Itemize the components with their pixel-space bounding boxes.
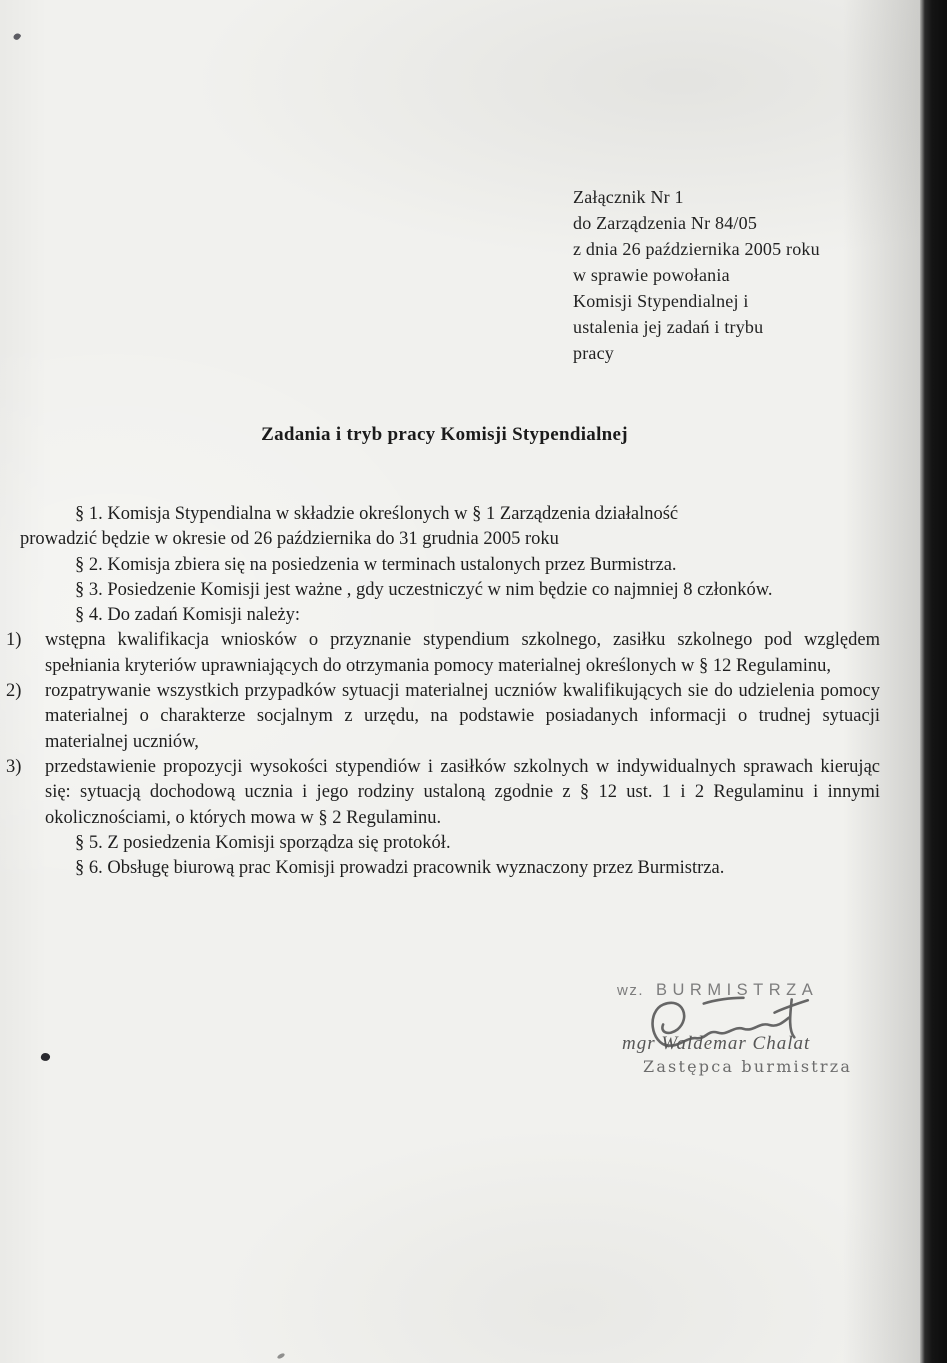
document-title: Zadania i tryb pracy Komisji Stypendialnej <box>261 424 628 445</box>
attachment-reference-line: do Zarządzenia Nr 84/05 <box>573 213 758 233</box>
paragraph-1-line-1: § 1. Komisja Stypendialna w składzie określonych w § 1 Zarządzenia działalność <box>75 504 679 524</box>
list-item-marker: 3) <box>6 756 22 777</box>
list-item-text: rozpatrywanie wszystkich przypadków sytuacji materialnej uczniów kwalifikujących sie do udzielenia pomocy materialnej o charakterze socjalnym z urzędu, na podstawie posiadanych informacji o trudnej sytuacji materialnej uczniów, <box>45 681 880 752</box>
attachment-reference-line: Komisji Stypendialnej i <box>573 291 749 311</box>
paragraph-2: § 2. Komisja zbiera się na posiedzenia w terminach ustalonych przez Burmistrza. <box>75 554 677 575</box>
list-item-marker: 1) <box>6 630 22 651</box>
document-body <box>6 502 880 881</box>
list-item-text: przedstawienie propozycji wysokości stypendiów i zasiłków szkolnych w indywidualnych sprawach kierując się: sytuacją dochodową ucznia i jego rodziny ustaloną zgodnie z § 12 ust. 1 i 2 Regulaminu i innymi okolicznościami, o których mowa w § 2 Regulaminu. <box>45 756 880 828</box>
list-item-marker: 2) <box>6 681 22 702</box>
scan-speck <box>40 1052 51 1062</box>
attachment-reference-line: w sprawie powołania <box>573 265 730 285</box>
signer-role: Zastępca burmistrza <box>643 1057 853 1076</box>
attachment-reference <box>573 184 820 366</box>
paragraph-4: § 4. Do zadań Komisji należy: <box>75 605 301 626</box>
list-item <box>6 679 880 755</box>
scan-speck <box>277 1352 286 1359</box>
scan-edge-strip <box>920 0 947 1363</box>
attachment-reference-line: z dnia 26 października 2005 roku <box>573 239 820 259</box>
paragraph-1-line-2: prowadzić będzie w okresie od 26 października do 31 grudnia 2005 roku <box>20 529 559 550</box>
list-item-text: wstępna kwalifikacja wniosków o przyznanie stypendium szkolnego, zasiłku szkolnego pod względem spełniania kryteriów uprawniających do otrzymania pomocy materialnej określonych w § 12 Regulaminu, <box>45 630 880 676</box>
paragraph-6: § 6. Obsługę biurową prac Komisji prowadzi pracownik wyznaczony przez Burmistrza. <box>75 858 725 879</box>
authority-stamp-title: BURMISTRZA <box>656 981 819 999</box>
scan-speck <box>12 32 21 41</box>
attachment-reference-line: ustalenia jej zadań i trybu <box>573 317 764 337</box>
authority-stamp-prefix: wz. <box>617 982 644 999</box>
list-item <box>6 755 880 831</box>
paragraph-5: § 5. Z posiedzenia Komisji sporządza się protokół. <box>75 832 451 853</box>
attachment-reference-line: Załącznik Nr 1 <box>573 187 684 207</box>
paragraph-3: § 3. Posiedzenie Komisji jest ważne , gdy uczestniczyć w nim będzie co najmniej 8 członków. <box>75 579 773 600</box>
signature-block <box>617 981 917 1091</box>
list-item <box>6 628 880 679</box>
signer-name: mgr Waldemar Chalat <box>622 1033 811 1054</box>
attachment-reference-line: pracy <box>573 343 614 363</box>
